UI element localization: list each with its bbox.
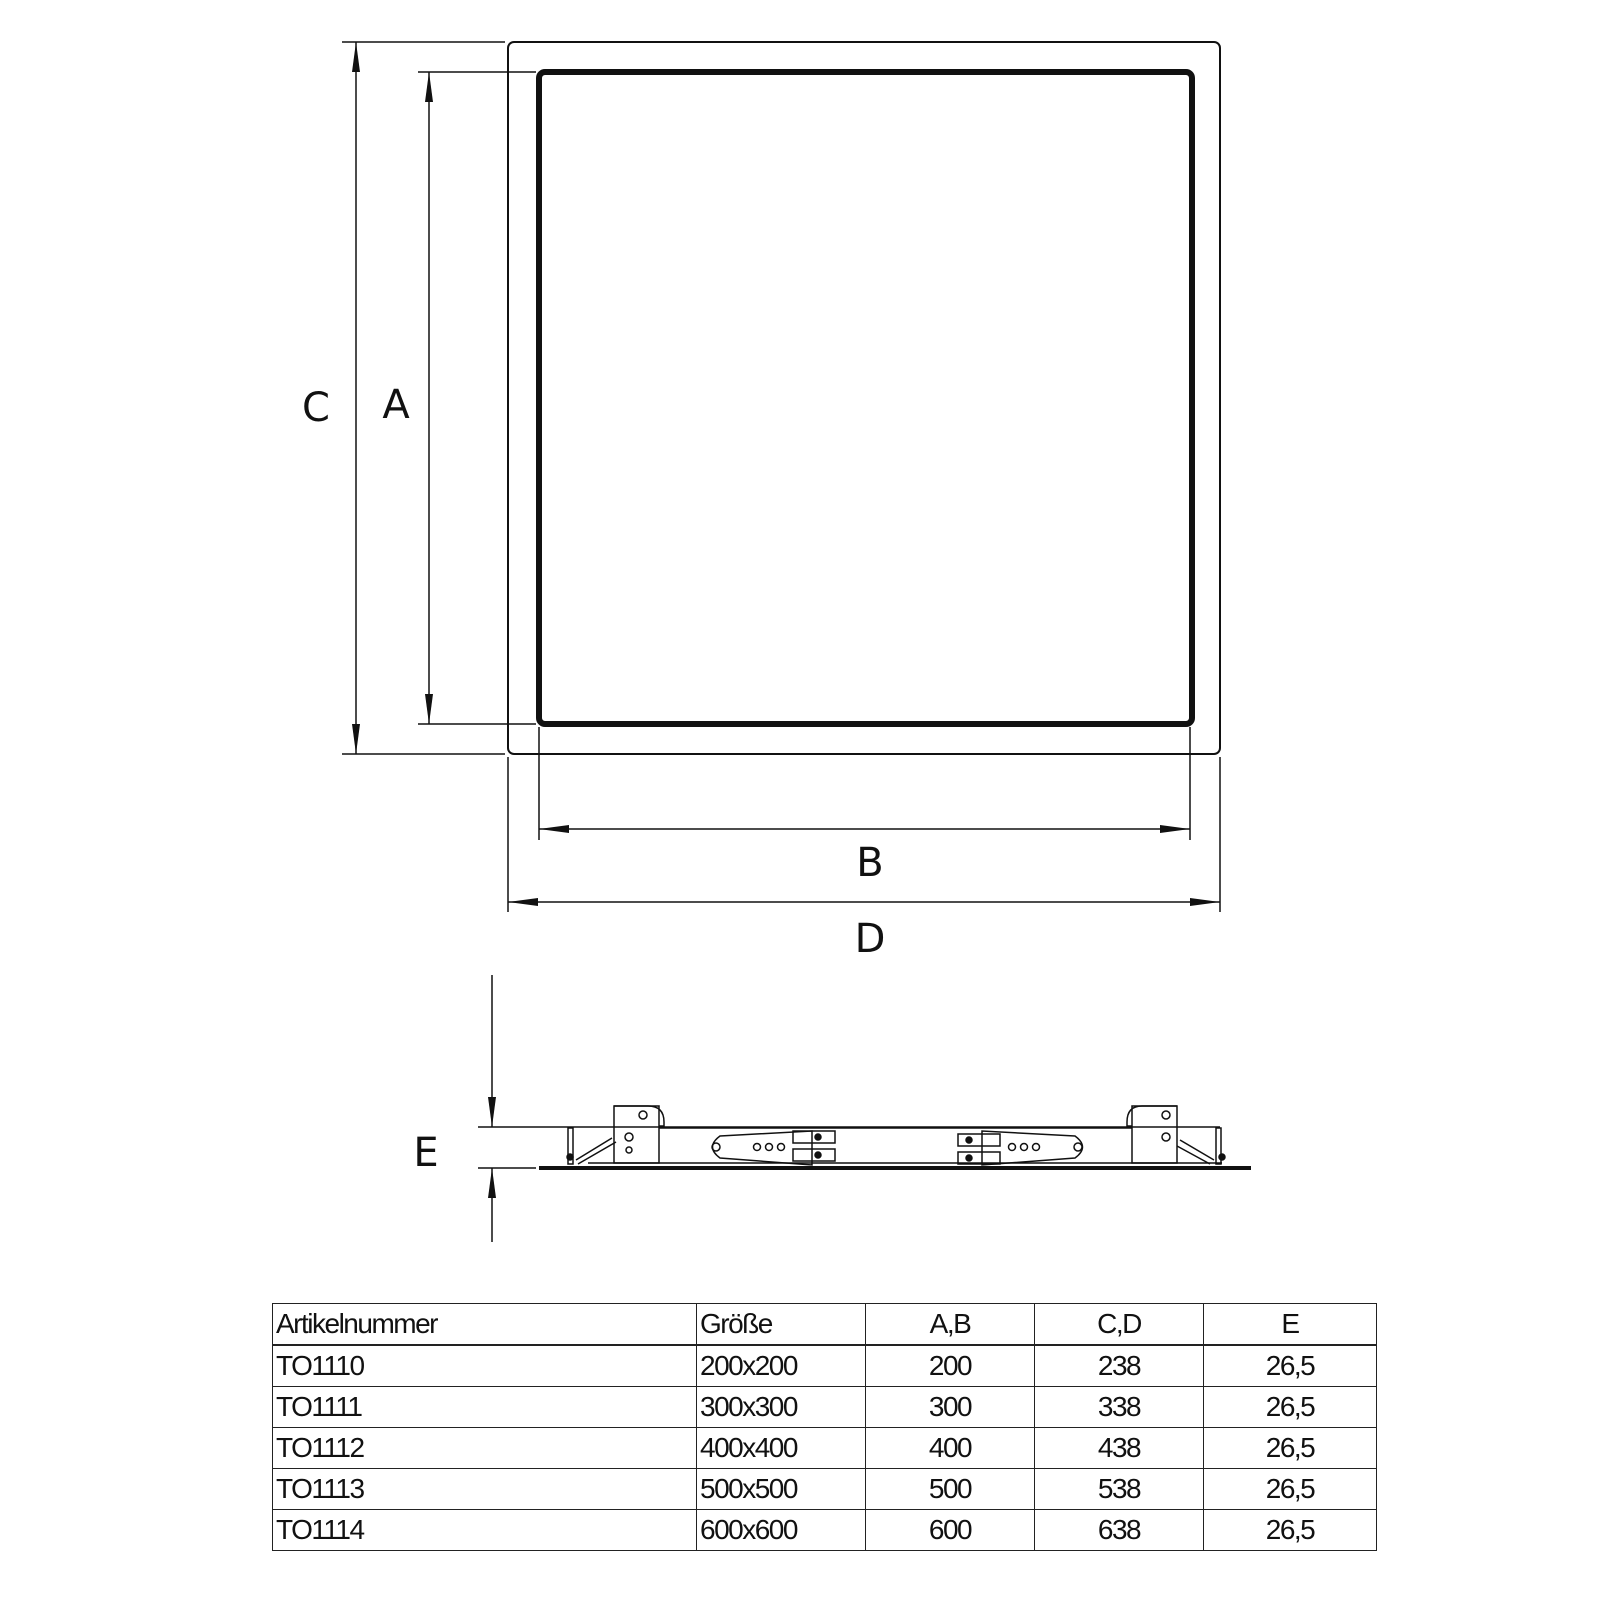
inner-panel	[539, 72, 1192, 724]
left-screw-head	[567, 1154, 573, 1160]
header-cd: C,D	[1035, 1304, 1204, 1346]
cell-e: 26,5	[1204, 1510, 1377, 1551]
right-latch-rivet-upper	[966, 1137, 972, 1143]
label-e: E	[413, 1130, 439, 1176]
cell-artikelnummer: TO1112	[273, 1428, 697, 1469]
cell-e: 26,5	[1204, 1387, 1377, 1428]
right-latch-hole-4	[1033, 1144, 1040, 1151]
right-screw-head	[1219, 1154, 1225, 1160]
header-artikelnummer: Artikelnummer	[273, 1304, 697, 1346]
cell-e: 26,5	[1204, 1345, 1377, 1387]
cell-ab: 600	[866, 1510, 1035, 1551]
cell-groesse: 600x600	[697, 1510, 866, 1551]
cell-cd: 638	[1035, 1510, 1204, 1551]
header-groesse: Größe	[697, 1304, 866, 1346]
table-row	[273, 1510, 1377, 1551]
left-hinge-block	[614, 1106, 659, 1163]
left-latch-hole-3	[766, 1144, 773, 1151]
right-strut	[1177, 1140, 1214, 1164]
left-latch-hole-2	[754, 1144, 761, 1151]
right-hinge-pin-mid	[1162, 1133, 1170, 1141]
left-hinge-pin-top	[639, 1111, 647, 1119]
right-latch-hole-3	[1021, 1144, 1028, 1151]
left-latch-rivet-upper	[815, 1134, 821, 1140]
header-e: E	[1204, 1304, 1377, 1346]
cell-groesse: 200x200	[697, 1345, 866, 1387]
cell-groesse: 500x500	[697, 1469, 866, 1510]
left-hinge-pin-bottom	[626, 1147, 632, 1153]
left-latch-tongue-lower	[793, 1149, 835, 1161]
cell-groesse: 300x300	[697, 1387, 866, 1428]
cell-e: 26,5	[1204, 1469, 1377, 1510]
left-latch-plate	[713, 1131, 813, 1165]
left-latch-hole-4	[778, 1144, 785, 1151]
cell-ab: 300	[866, 1387, 1035, 1428]
right-latch-tongue-upper	[958, 1134, 1000, 1146]
right-latch-rivet-lower	[966, 1155, 972, 1161]
right-latch-tongue-lower	[958, 1152, 1000, 1164]
cell-artikelnummer: TO1110	[273, 1345, 697, 1387]
cell-ab: 500	[866, 1469, 1035, 1510]
outer-frame	[508, 42, 1220, 754]
cell-cd: 538	[1035, 1469, 1204, 1510]
label-a: A	[382, 382, 410, 428]
cell-groesse: 400x400	[697, 1428, 866, 1469]
cell-cd: 238	[1035, 1345, 1204, 1387]
table-row	[273, 1387, 1377, 1428]
cell-artikelnummer: TO1111	[273, 1387, 697, 1428]
left-hinge-pin-mid	[625, 1133, 633, 1141]
cell-ab: 400	[866, 1428, 1035, 1469]
right-latch-hole-1	[1074, 1143, 1082, 1151]
left-latch-tongue-upper	[793, 1131, 835, 1143]
cell-cd: 338	[1035, 1387, 1204, 1428]
table-row	[273, 1345, 1377, 1387]
right-latch-hole-2	[1009, 1144, 1016, 1151]
cell-artikelnummer: TO1114	[273, 1510, 697, 1551]
label-b: B	[856, 840, 884, 886]
cell-cd: 438	[1035, 1428, 1204, 1469]
cell-e: 26,5	[1204, 1428, 1377, 1469]
left-strut	[576, 1138, 616, 1164]
cell-artikelnummer: TO1113	[273, 1469, 697, 1510]
table-row	[273, 1428, 1377, 1469]
label-d: D	[854, 916, 886, 962]
top-view	[302, 42, 1220, 962]
base-plate	[539, 1166, 1251, 1170]
header-ab: A,B	[866, 1304, 1035, 1346]
cell-ab: 200	[866, 1345, 1035, 1387]
left-latch-rivet-lower	[815, 1152, 821, 1158]
spec-table	[272, 1303, 1377, 1551]
table-row	[273, 1469, 1377, 1510]
right-hinge-pin-top	[1162, 1111, 1170, 1119]
table-header-row	[273, 1304, 1377, 1346]
side-view	[413, 975, 1251, 1242]
label-c: C	[302, 385, 330, 431]
